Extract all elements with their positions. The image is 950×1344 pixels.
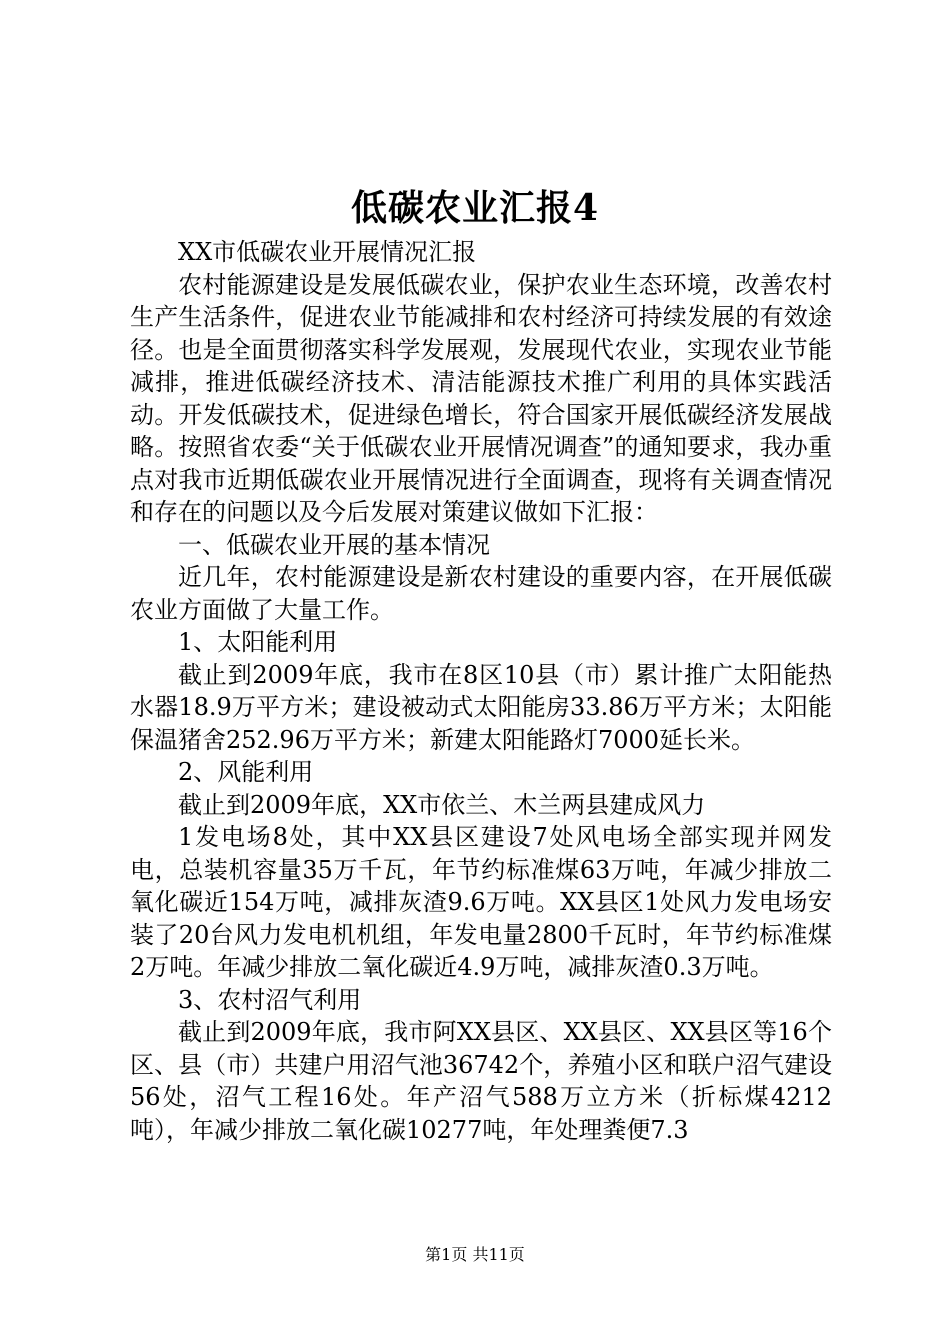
paragraph-intro: 农村能源建设是发展低碳农业，保护农业生态环境，改善农村生产生活条件，促进农业节能减排和农村经济可持续发展的有效途径。也是全面贯彻落实科学发展观，发展现代农业，实现农业节能减排，推进低碳经济技术、清洁能源技术推广利用的具体实践活动。开发低碳技术，促进绿色增长，符合国家开展低碳经济发展战略。按照省农委“关于低碳农业开展情况调查”的通知要求，我办重点对我市近期低碳农业开展情况进行全面调查，现将有关调查情况和存在的问题以及今后发展对策建议做如下汇报： bbox=[130, 270, 832, 526]
subheading-wind: 2、风能利用 bbox=[178, 758, 314, 786]
paragraph-solar: 截止到2009年底，我市在8区10县（市）累计推广太阳能热水器18.9万平方米；建设被动式太阳能房33.86万平方米；太阳能保温猪舍252.96万平方米；新建太阳能路灯7000延长米。 bbox=[130, 660, 832, 754]
paragraph-subtitle: XX市低碳农业开展情况汇报 bbox=[178, 238, 477, 266]
paragraph-wind-intro: 截止到2009年底，XX市依兰、木兰两县建成风力 bbox=[178, 790, 706, 819]
paragraph-biogas: 截止到2009年底，我市阿XX县区、XX县区、XX县区等16个区、县（市）共建户用沼气池36742个，养殖小区和联户沼气建设56处，沼气工程16处。年产沼气588万立方米（折标煤4212吨），年减少排放二氧化碳10277吨，年处理粪便7.3 bbox=[130, 1018, 832, 1144]
page-number-footer: 第1页 共11页 bbox=[425, 1245, 525, 1264]
subheading-biogas: 3、农村沼气利用 bbox=[178, 985, 362, 1014]
paragraph-wind: 1发电场8处，其中XX县区建设7处风电场全部实现并网发电，总装机容量35万千瓦，年节约标准煤63万吨，年减少排放二氧化碳近154万吨，减排灰渣9.6万吨。XX县区1处风力发电场安装了20台风力发电机机组，年发电量2800千瓦时，年节约标准煤2万吨。年减少排放二氧化碳近4.9万吨，减排灰渣0.3万吨。 bbox=[130, 823, 832, 981]
document-body bbox=[130, 236, 832, 1146]
document-title: 低碳农业汇报4 bbox=[350, 187, 600, 229]
paragraph-overview: 近几年，农村能源建设是新农村建设的重要内容，在开展低碳农业方面做了大量工作。 bbox=[130, 563, 832, 624]
subheading-solar: 1、太阳能利用 bbox=[178, 628, 338, 656]
section-heading-basic-situation: 一、低碳农业开展的基本情况 bbox=[178, 530, 490, 559]
